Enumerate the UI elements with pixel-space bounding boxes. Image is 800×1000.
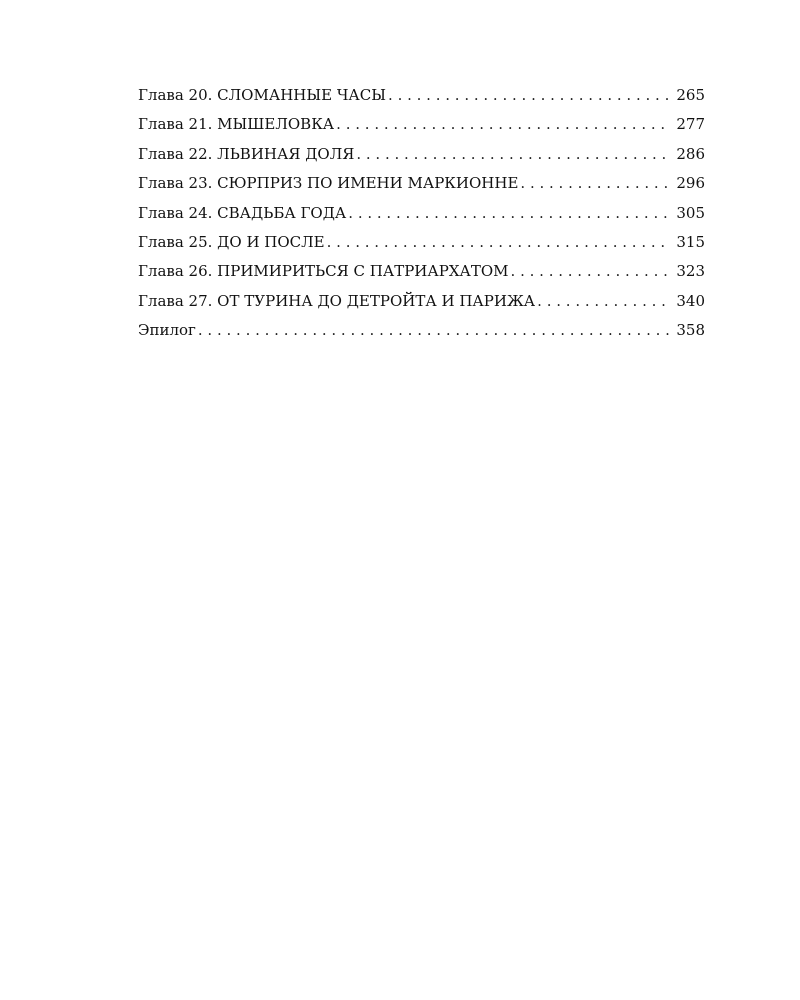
- toc-entry-title: Глава 22. ЛЬВИНАЯ ДОЛЯ: [138, 144, 355, 163]
- toc-entry-chapter-24: [138, 202, 705, 231]
- toc-entry-page-number: 305: [676, 203, 705, 222]
- table-of-contents: [138, 84, 705, 349]
- toc-entry-chapter-20: [138, 84, 705, 113]
- toc-dot-leader: [356, 143, 669, 165]
- toc-dot-leader: [511, 260, 669, 282]
- toc-entry-chapter-26: [138, 260, 705, 289]
- toc-entry-page-number: 340: [676, 291, 705, 310]
- toc-entry-title: Глава 26. ПРИМИРИТЬСЯ С ПАТРИАРХАТОМ: [138, 262, 509, 281]
- toc-entry-page-number: 277: [676, 115, 705, 134]
- toc-dot-leader: [198, 319, 669, 341]
- toc-entry-page-number: 315: [676, 232, 705, 251]
- toc-dot-leader: [537, 290, 669, 312]
- toc-entry-title: Глава 24. СВАДЬБА ГОДА: [138, 203, 347, 222]
- toc-entry-page-number: 323: [676, 262, 705, 281]
- toc-entry-title: Глава 20. СЛОМАННЫЕ ЧАСЫ: [138, 86, 387, 104]
- toc-dot-leader: [520, 172, 669, 194]
- toc-entry-chapter-25: [138, 231, 705, 260]
- toc-dot-leader: [327, 231, 669, 253]
- toc-dot-leader: [336, 113, 669, 135]
- toc-entry-page-number: 286: [676, 144, 705, 163]
- toc-dot-leader: [388, 84, 669, 106]
- toc-entry-title: Глава 21. МЫШЕЛОВКА: [138, 115, 335, 134]
- toc-entry-page-number: 265: [676, 86, 705, 104]
- toc-entry-title: Глава 27. ОТ ТУРИНА ДО ДЕТРОЙТА И ПАРИЖА: [138, 291, 536, 310]
- toc-entry-chapter-23: [138, 172, 705, 201]
- toc-entry-chapter-27: [138, 290, 705, 319]
- toc-entry-title: Эпилог: [138, 321, 196, 340]
- toc-dot-leader: [348, 202, 669, 224]
- toc-entry-epilogue: [138, 319, 705, 348]
- toc-entry-title: Глава 25. ДО И ПОСЛЕ: [138, 232, 325, 251]
- toc-entry-page-number: 358: [676, 321, 705, 340]
- toc-entry-chapter-21: [138, 113, 705, 142]
- toc-entry-page-number: 296: [676, 174, 705, 193]
- toc-entry-title: Глава 23. СЮРПРИЗ ПО ИМЕНИ МАРКИОННЕ: [138, 174, 519, 193]
- toc-entry-chapter-22: [138, 143, 705, 172]
